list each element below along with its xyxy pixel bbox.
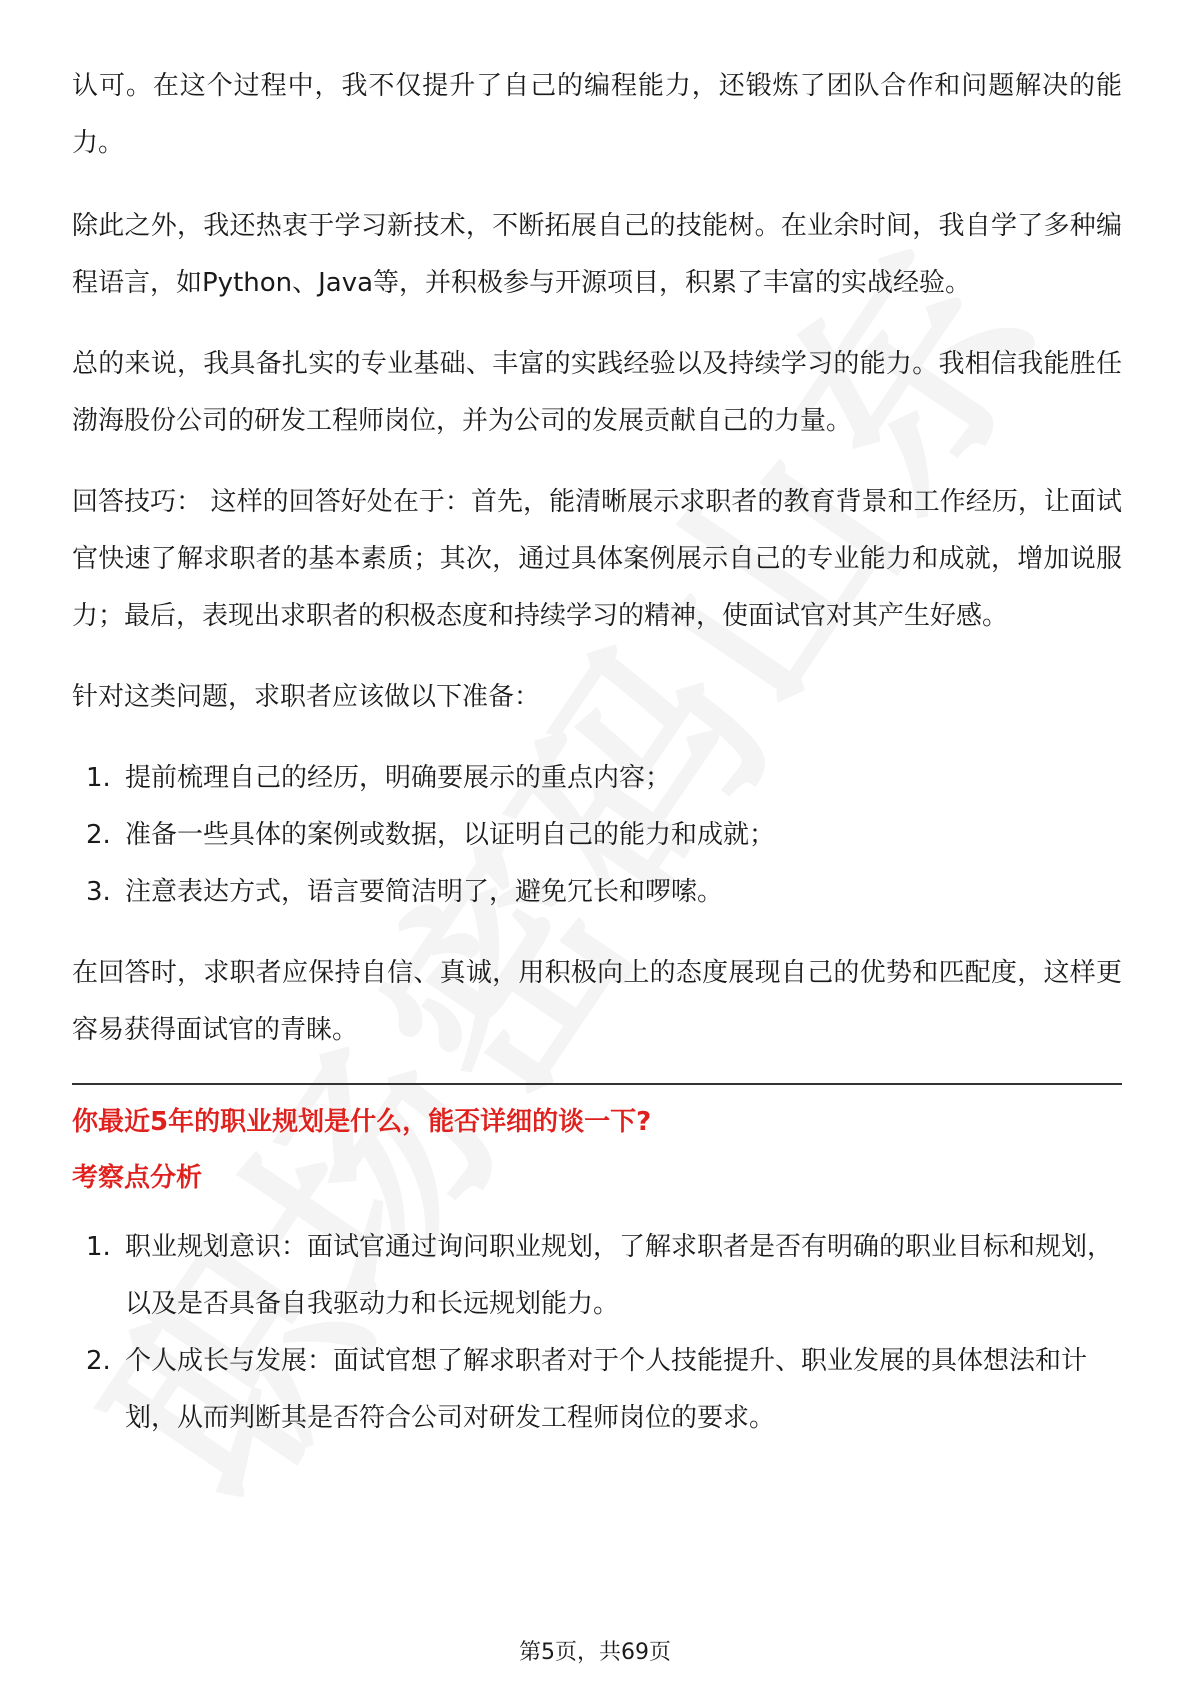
paragraph-self-learning: 除此之外，我还热衷于学习新技术，不断拓展自己的技能树。在业余时间，我自学了多种编程语言，如Python、Java等，并积极参与开源项目，积累了丰富的实战经验。 bbox=[72, 211, 1122, 298]
question-heading: 你最近5年的职业规划是什么，能否详细的谈一下? bbox=[72, 1107, 652, 1137]
list-item-text: 职业规划意识：面试官通过询问职业规划，了解求职者是否有明确的职业目标和规划，以及是否具备自我驱动力和长远规划能力。 bbox=[125, 1232, 1114, 1319]
list-item bbox=[72, 864, 1122, 921]
paragraph-closing: 在回答时，求职者应保持自信、真诚，用积极向上的态度展现自己的优势和匹配度，这样更容易获得面试官的青睐。 bbox=[72, 958, 1122, 1045]
page-content bbox=[72, 58, 1122, 1471]
list-item-text: 提前梳理自己的经历，明确要展示的重点内容； bbox=[125, 763, 672, 793]
page-number-footer: 第5页，共69页 bbox=[519, 1640, 671, 1665]
list-item bbox=[72, 1333, 1122, 1447]
list-item-text: 个人成长与发展：面试官想了解求职者对于个人技能提升、职业发展的具体想法和计划，从而判断其是否符合公司对研发工程师岗位的要求。 bbox=[125, 1346, 1088, 1433]
analysis-heading: 考察点分析 bbox=[72, 1163, 203, 1193]
paragraph-prep-intro: 针对这类问题，求职者应该做以下准备： bbox=[72, 682, 541, 712]
prep-list bbox=[72, 750, 1122, 921]
list-number: 3. bbox=[86, 877, 111, 907]
list-item bbox=[72, 1219, 1122, 1333]
list-item bbox=[72, 750, 1122, 807]
paragraph-summary: 总的来说，我具备扎实的专业基础、丰富的实践经验以及持续学习的能力。我相信我能胜任渤海股份公司的研发工程师岗位，并为公司的发展贡献自己的力量。 bbox=[72, 349, 1122, 436]
list-number: 1. bbox=[86, 1232, 111, 1262]
list-item-text: 准备一些具体的案例或数据，以证明自己的能力和成就； bbox=[125, 820, 776, 850]
list-number: 2. bbox=[86, 1346, 111, 1376]
list-item-text: 注意表达方式，语言要简洁明了，避免冗长和啰嗦。 bbox=[125, 877, 724, 907]
analysis-list bbox=[72, 1219, 1122, 1447]
paragraph-answer-tips: 回答技巧： 这样的回答好处在于：首先，能清晰展示求职者的教育背景和工作经历，让面试官快速了解求职者的基本素质；其次，通过具体案例展示自己的专业能力和成就，增加说服力；最后，表现出求职者的积极态度和持续学习的精神，使面试官对其产生好感。 bbox=[72, 487, 1122, 631]
list-number: 1. bbox=[86, 763, 111, 793]
section-divider bbox=[72, 1083, 1122, 1085]
list-number: 2. bbox=[86, 820, 111, 850]
paragraph-continuation: 认可。在这个过程中，我不仅提升了自己的编程能力，还锻炼了团队合作和问题解决的能力。 bbox=[72, 71, 1122, 158]
list-item bbox=[72, 807, 1122, 864]
